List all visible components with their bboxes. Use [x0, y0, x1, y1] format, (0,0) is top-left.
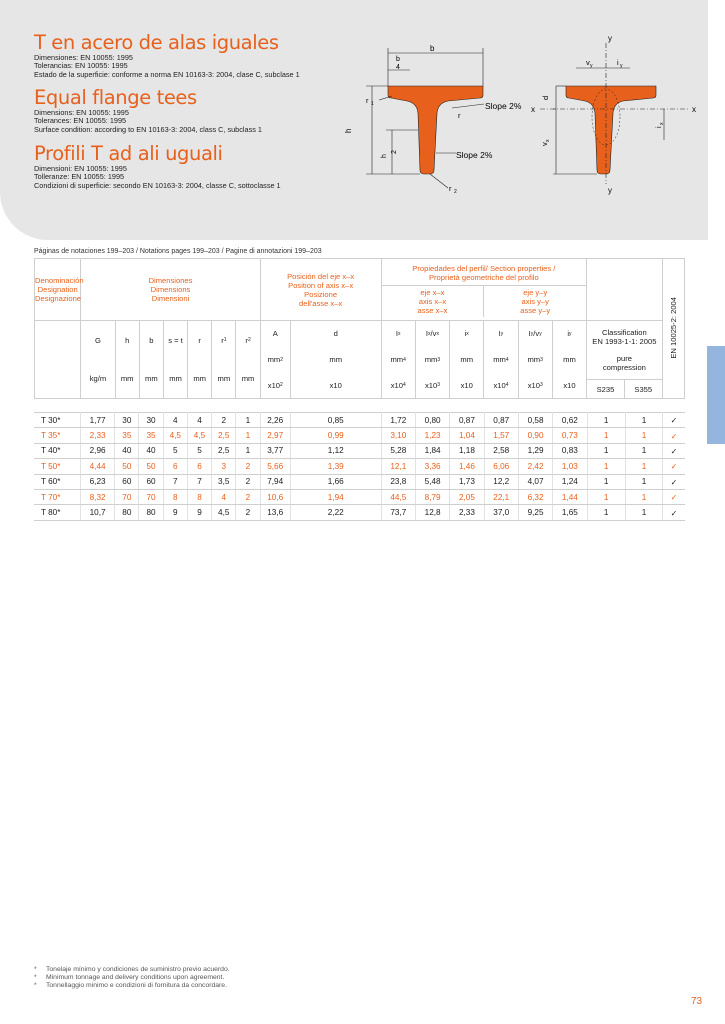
table-row — [34, 505, 685, 520]
spec-line: Dimensiones: EN 10055: 1995 — [34, 53, 133, 62]
cell-Wy: 4,07 — [518, 474, 552, 489]
dim-iy: i — [617, 58, 619, 67]
col-G: G kg/m — [81, 321, 115, 399]
cell-designation: T 60* — [34, 474, 80, 489]
page-number: 73 — [691, 996, 703, 1007]
cell-r1: 4,5 — [212, 505, 236, 520]
footnote: * Minimum tonnage and delivery conditions upon agreement. — [34, 974, 225, 981]
cell-Wy: 2,42 — [518, 459, 552, 474]
cell-b: 30 — [139, 413, 163, 428]
dim-vx-sub: x — [545, 139, 551, 142]
cell-Ix: 12,1 — [381, 459, 415, 474]
cell-ix: 1,46 — [450, 459, 484, 474]
cell-Iy: 37,0 — [484, 505, 518, 520]
col-Iy: I y mm 4 x10 4 — [484, 321, 518, 399]
col-iy: i y mm x10 — [552, 321, 586, 399]
cell-st: 7 — [163, 474, 187, 489]
cell-designation: T 35* — [34, 428, 80, 443]
cell-Iy: 6,06 — [484, 459, 518, 474]
table-row — [34, 443, 685, 458]
cell-S355: 1 — [625, 505, 662, 520]
cell-iy: 1,24 — [553, 474, 587, 489]
dim-ix-sub: x — [659, 122, 665, 125]
cell-r2: 1 — [236, 413, 260, 428]
cell-S355: 1 — [625, 489, 662, 504]
cell-ix: 2,33 — [450, 505, 484, 520]
dimensions-header: Dimensiones Dimensions Dimensioni — [81, 259, 260, 321]
side-tab — [707, 346, 725, 444]
dim-h2-denominator: 2 — [391, 150, 398, 154]
cell-r: 5 — [187, 443, 211, 458]
col-Wy: I y /v y mm 3 x10 3 — [518, 321, 552, 399]
cell-r1: 3,5 — [212, 474, 236, 489]
designation-header: Denominación Designation Designazione — [35, 259, 81, 321]
cell-r: 9 — [187, 505, 211, 520]
cell-b: 50 — [139, 459, 163, 474]
cell-h: 35 — [115, 428, 139, 443]
title-italian: Profili T ad ali uguali — [34, 142, 223, 165]
cell-G: 6,23 — [80, 474, 114, 489]
cell-r: 6 — [187, 459, 211, 474]
cell-r2: 2 — [236, 474, 260, 489]
cell-designation: T 40* — [34, 443, 80, 458]
spec-line: Tolleranze: EN 10055: 1995 — [34, 172, 125, 182]
cell-d: 1,39 — [290, 459, 381, 474]
cell-G: 1,77 — [80, 413, 114, 428]
cell-r: 4 — [187, 413, 211, 428]
spec-line: Tolerancias: EN 10055: 1995 — [34, 61, 128, 71]
cell-A: 2,26 — [260, 413, 290, 428]
data-table — [34, 412, 685, 521]
cell-r1: 4 — [212, 489, 236, 504]
cell-h: 30 — [115, 413, 139, 428]
cell-Wx: 3,36 — [415, 459, 449, 474]
cell-Wx: 0,80 — [415, 413, 449, 428]
cell-Wx: 1,84 — [415, 443, 449, 458]
cell-Iy: 0,87 — [484, 413, 518, 428]
cell-r1: 2 — [212, 413, 236, 428]
table-row — [34, 413, 685, 428]
cell-d: 1,66 — [290, 474, 381, 489]
cell-b: 35 — [139, 428, 163, 443]
cell-st: 6 — [163, 459, 187, 474]
cell-st: 8 — [163, 489, 187, 504]
cell-ix: 1,04 — [450, 428, 484, 443]
col-r: r mm — [188, 321, 212, 399]
footnote: * Tonelaje mínimo y condiciones de suministro previo acuerdo. — [34, 966, 230, 973]
cell-st: 5 — [163, 443, 187, 458]
cell-S235: 1 — [587, 428, 625, 443]
dim-h2: h — [381, 154, 388, 158]
cell-Wx: 1,23 — [415, 428, 449, 443]
cell-Iy: 12,2 — [484, 474, 518, 489]
t-profile-shape-right — [566, 86, 656, 174]
col-Wx: I x /v x mm 3 x10 3 — [415, 321, 449, 399]
t-profile-diagram — [0, 0, 725, 240]
cell-r: 8 — [187, 489, 211, 504]
cell-G: 10,7 — [80, 505, 114, 520]
cell-d: 1,94 — [290, 489, 381, 504]
dim-ix: i — [654, 126, 663, 128]
cell-Wy: 6,32 — [518, 489, 552, 504]
dim-b4-denominator: 4 — [396, 64, 400, 71]
cell-iy: 0,62 — [553, 413, 587, 428]
cell-b: 40 — [139, 443, 163, 458]
cell-A: 5,66 — [260, 459, 290, 474]
table-row — [34, 489, 685, 504]
title-spanish: T en acero de alas iguales — [34, 31, 279, 54]
col-S235: S235 — [587, 380, 625, 398]
cell-ix: 1,18 — [450, 443, 484, 458]
cell-G: 4,44 — [80, 459, 114, 474]
cell-r2: 2 — [236, 459, 260, 474]
col-r2: r 2 mm — [236, 321, 260, 399]
spec-line: Condizioni di superficie: secondo EN 10163-3: 2004, classe C, sottoclasse 1 — [34, 180, 281, 190]
cell-Iy: 2,58 — [484, 443, 518, 458]
dim-iy-sub: y — [620, 63, 623, 69]
cell-st: 4 — [163, 413, 187, 428]
cell-check: ✓ — [663, 459, 685, 474]
cell-h: 70 — [115, 489, 139, 504]
table-row — [34, 474, 685, 489]
cell-b: 80 — [139, 505, 163, 520]
cell-S235: 1 — [587, 459, 625, 474]
table-row — [34, 459, 685, 474]
cell-Ix: 23,8 — [381, 474, 415, 489]
cell-r1: 2,5 — [212, 428, 236, 443]
footnote: * Tonnellaggio minimo e condizioni di fornitura da concordare. — [34, 982, 227, 989]
col-d: d mm x10 — [290, 321, 381, 399]
standard-header: EN 10025-2: 2004 — [662, 259, 684, 399]
cell-st: 4,5 — [163, 428, 187, 443]
spec-line: Dimensioni: EN 10055: 1995 — [34, 164, 127, 173]
title-english: Equal flange tees — [34, 86, 197, 109]
col-b: b mm — [139, 321, 163, 399]
cell-Ix: 73,7 — [381, 505, 415, 520]
cell-S235: 1 — [587, 505, 625, 520]
dim-r1-sub: 1 — [371, 101, 374, 107]
cell-iy: 1,03 — [553, 459, 587, 474]
cell-iy: 0,83 — [553, 443, 587, 458]
cell-d: 0,99 — [290, 428, 381, 443]
cell-ix: 1,73 — [450, 474, 484, 489]
cell-A: 2,97 — [260, 428, 290, 443]
cell-G: 2,33 — [80, 428, 114, 443]
dim-r2: r — [449, 184, 452, 193]
cell-r2: 2 — [236, 489, 260, 504]
cell-d: 1,12 — [290, 443, 381, 458]
axis-xx-header: eje x–x axis x–x asse x–x — [382, 286, 485, 317]
cell-Ix: 44,5 — [381, 489, 415, 504]
cell-check: ✓ — [663, 474, 685, 489]
cell-A: 7,94 — [260, 474, 290, 489]
cell-check: ✓ — [663, 505, 685, 520]
dim-vx: v — [540, 142, 549, 146]
cell-Iy: 1,57 — [484, 428, 518, 443]
cell-d: 2,22 — [290, 505, 381, 520]
cell-b: 60 — [139, 474, 163, 489]
axis-position-header: Posición del eje x–x Position of axis x–x Posizione dell'asse x–x — [260, 259, 381, 321]
header-table — [34, 258, 685, 399]
cell-b: 70 — [139, 489, 163, 504]
footnotes — [34, 966, 230, 990]
cell-S235: 1 — [587, 489, 625, 504]
cell-Ix: 5,28 — [381, 443, 415, 458]
notes-line: Páginas de notaciones 199–203 / Notations pages 199–203 / Pagine di annotazioni 199–203 — [34, 248, 322, 255]
section-properties-header: Propiedades del perfil/ Section properties / Proprietà geometriche del profilo eje x–x axis x–x asse x–x eje y–y axis y–y asse y–y — [381, 259, 587, 321]
cell-Wy: 9,25 — [518, 505, 552, 520]
cell-S355: 1 — [625, 428, 662, 443]
axis-y-top: y — [608, 34, 612, 43]
cell-iy: 1,65 — [553, 505, 587, 520]
dim-r: r — [458, 111, 461, 120]
spec-line: Estado de la superficie: conforme a norma EN 10163-3: 2004, clase C, subclase 1 — [34, 69, 300, 79]
dim-r1: r — [366, 96, 369, 105]
axis-y-bottom: y — [608, 186, 612, 195]
cell-A: 13,6 — [260, 505, 290, 520]
cell-S235: 1 — [587, 413, 625, 428]
dim-vy: v — [586, 58, 590, 67]
cell-designation: T 70* — [34, 489, 80, 504]
spec-line: Surface condition: according to EN 10163-3: 2004, class C, subclass 1 — [34, 124, 262, 134]
cell-ix: 0,87 — [450, 413, 484, 428]
cell-Iy: 22,1 — [484, 489, 518, 504]
cell-Wx: 5,48 — [415, 474, 449, 489]
cell-r2: 2 — [236, 505, 260, 520]
cell-A: 10,6 — [260, 489, 290, 504]
cell-S235: 1 — [587, 443, 625, 458]
cell-r2: 1 — [236, 428, 260, 443]
col-Ix: I x mm 4 x10 4 — [381, 321, 415, 399]
cell-Ix: 1,72 — [381, 413, 415, 428]
spec-line: Tolerances: EN 10055: 1995 — [34, 116, 127, 126]
dim-r2-sub: 2 — [454, 189, 457, 195]
spec-line: Dimensions: EN 10055: 1995 — [34, 108, 129, 117]
table-row — [34, 428, 685, 443]
col-st: s = t mm — [163, 321, 187, 399]
cell-Ix: 3,10 — [381, 428, 415, 443]
cell-Wx: 12,8 — [415, 505, 449, 520]
cell-S235: 1 — [587, 474, 625, 489]
col-S355: S355 — [634, 384, 653, 394]
cell-G: 8,32 — [80, 489, 114, 504]
cell-check: ✓ — [663, 413, 685, 428]
cell-check: ✓ — [663, 428, 685, 443]
cell-ix: 2,05 — [450, 489, 484, 504]
dim-b4: b — [396, 56, 400, 63]
dim-b: b — [430, 44, 435, 53]
cell-r: 4,5 — [187, 428, 211, 443]
cell-Wy: 0,90 — [518, 428, 552, 443]
classification-header: Classification EN 1993-1-1: 2005 pure compression S235 S355 — [587, 321, 663, 399]
cell-designation: T 50* — [34, 459, 80, 474]
col-h: h mm — [115, 321, 139, 399]
axis-x-right: x — [692, 105, 696, 114]
cell-S355: 1 — [625, 474, 662, 489]
cell-d: 0,85 — [290, 413, 381, 428]
cell-h: 50 — [115, 459, 139, 474]
cell-designation: T 30* — [34, 413, 80, 428]
col-ix: i x mm x10 — [450, 321, 484, 399]
slope-label-1: Slope 2% — [485, 101, 522, 111]
cell-designation: T 80* — [34, 505, 80, 520]
cell-r: 7 — [187, 474, 211, 489]
axis-x-left: x — [531, 105, 535, 114]
cell-Wy: 0,58 — [518, 413, 552, 428]
cell-A: 3,77 — [260, 443, 290, 458]
cell-r1: 3 — [212, 459, 236, 474]
cell-iy: 0,73 — [553, 428, 587, 443]
cell-h: 40 — [115, 443, 139, 458]
cell-h: 80 — [115, 505, 139, 520]
cell-h: 60 — [115, 474, 139, 489]
cell-iy: 1,44 — [553, 489, 587, 504]
col-r1: r 1 mm — [212, 321, 236, 399]
cell-G: 2,96 — [80, 443, 114, 458]
slope-label-2: Slope 2% — [456, 150, 493, 160]
cell-check: ✓ — [663, 489, 685, 504]
dim-h: h — [344, 128, 353, 133]
cell-S355: 1 — [625, 413, 662, 428]
cell-S355: 1 — [625, 459, 662, 474]
axis-yy-header: eje y–y axis y–y asse y–y — [520, 288, 551, 315]
cell-S355: 1 — [625, 443, 662, 458]
cell-Wx: 8,79 — [415, 489, 449, 504]
dim-d: d — [541, 95, 550, 100]
cell-Wy: 1,29 — [518, 443, 552, 458]
cell-st: 9 — [163, 505, 187, 520]
dim-vy-sub: y — [590, 63, 593, 69]
col-A: A mm 2 x10 2 — [260, 321, 290, 399]
cell-check: ✓ — [663, 443, 685, 458]
cell-r2: 1 — [236, 443, 260, 458]
cell-r1: 2,5 — [212, 443, 236, 458]
